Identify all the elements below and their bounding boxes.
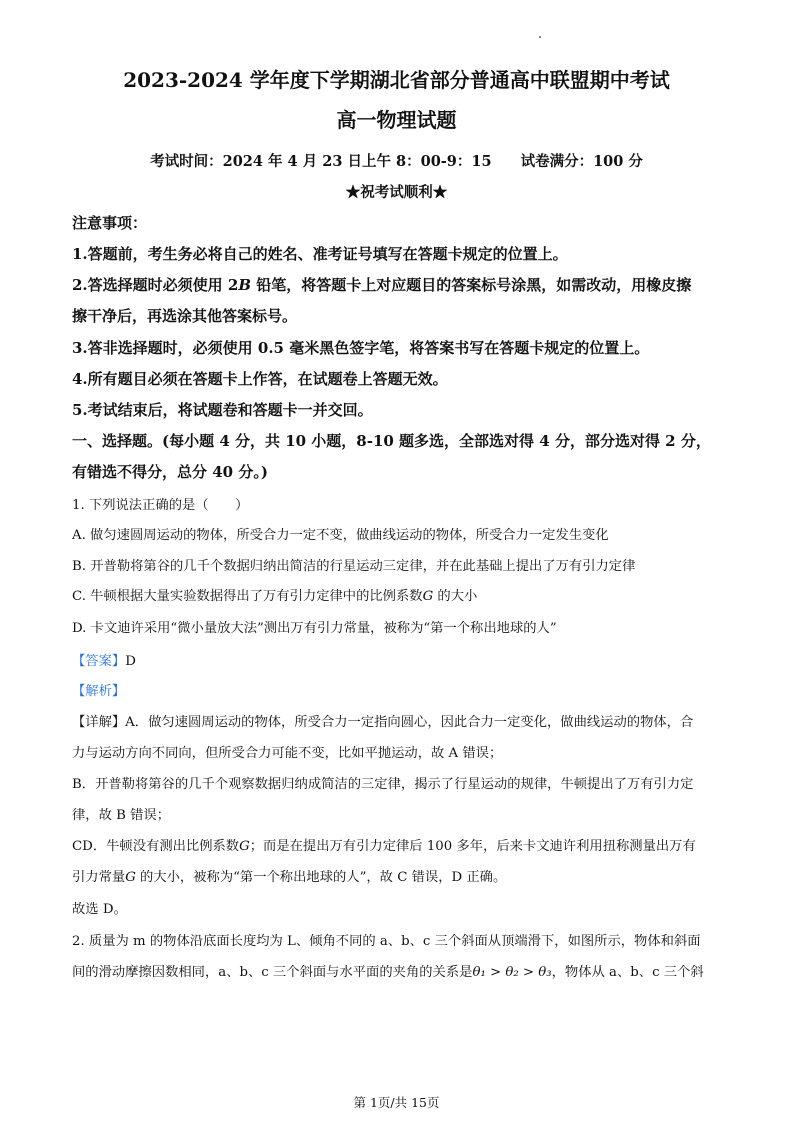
q1-detail-line-6 [72, 866, 506, 885]
q1-detail-line-4: 律，故 B 错误； [72, 808, 171, 823]
notice-item-3: 3.答非选择题时，必须使用 0.5 毫米黑色签字笔，将答案书写在答题卡规定的位置上。 [72, 339, 650, 357]
scan-dot [539, 36, 541, 38]
notice-item-1: 1.答题前，考生务必将自己的姓名、准考证号填写在答题卡规定的位置上。 [72, 245, 568, 263]
answer-tag: 【答案】 [72, 654, 126, 669]
q2-line-1: 2. 质量为 m 的物体沿底面长度均为 L、倾角不同的 a、b、c 三个斜面从顶端滑下，如图所示，物体和斜面 [72, 934, 701, 949]
q1-stem: 1. 下列说法正确的是（ ） [72, 498, 249, 513]
notice-item-2-suffix: 铅笔，将答题卡上对应题目的答案标号涂黑，如需改动，用橡皮擦 [251, 276, 692, 294]
q1-answer [72, 650, 136, 669]
q1-detail-line-6-prefix: 引力常量 [72, 870, 126, 885]
q1-option-a: A. 做匀速圆周运动的物体，所受合力一定不变，做曲线运动的物体，所受合力一定发生变化 [72, 528, 609, 543]
q1-detail-line-5 [72, 835, 696, 854]
q1-option-d: D. 卡文迪许采用“微小量放大法”测出万有引力常量，被称为“第一个称出地球的人” [72, 621, 557, 636]
q1-option-c-suffix: 的大小 [433, 589, 478, 604]
q1-detail-line-3: B．开普勒将第谷的几千个观察数据归纳成简洁的三定律，揭示了行星运动的规律，牛顿提出了万有引力定 [72, 777, 694, 792]
q1-option-c-var: G [422, 589, 434, 604]
notice-item-2 [72, 274, 691, 295]
q2-line-2 [72, 961, 704, 980]
q1-option-c-prefix: C. 牛顿根据大量实验数据得出了万有引力定律中的比例系数 [72, 589, 423, 604]
notice-item-2-prefix: 2.答选择题时必须使用 2 [72, 276, 239, 294]
q1-detail-line-1: 【详解】A．做匀速圆周运动的物体，所受合力一定指向圆心，因此合力一定变化，做曲线运动的物体，合 [72, 715, 694, 730]
q2-line-2-suffix: ，物体从 a、b、c 三个斜 [551, 965, 704, 980]
analysis-tag: 【解析】 [72, 684, 126, 699]
notice-heading: 注意事项： [72, 214, 148, 232]
notice-item-2-b: B [238, 276, 252, 294]
exam-subtitle: 高一物理试题 [336, 108, 457, 132]
q1-option-c [72, 585, 477, 604]
page-footer: 第 1页/共 15页 [353, 1095, 440, 1110]
q1-detail-line-6-suffix: 的大小，被称为“第一个称出地球的人”，故 C 错误，D 正确。 [135, 870, 507, 885]
blessing: ★祝考试顺利★ [345, 184, 448, 201]
q1-detail-line-6-var: G [125, 870, 136, 885]
q1-detail-line-2: 力与运动方向不同向，但所受合力可能不变，比如平抛运动，故 A 错误； [72, 746, 503, 761]
notice-item-5: 5.考试结束后，将试题卷和答题卡一并交回。 [72, 401, 373, 419]
exam-info: 考试时间：2024 年 4 月 23 日上午 8：00-9：15 试卷满分：100 分 [150, 153, 643, 170]
answer-value: D [125, 654, 136, 669]
q2-line-2-prefix: 间的滑动摩擦因数相同，a、b、c 三个斜面与水平面的夹角的关系是 [72, 965, 473, 980]
section-heading-cont: 有错选不得分，总分 40 分。) [72, 463, 268, 481]
q1-detail-line-5-var: G [239, 839, 250, 854]
q1-option-b: B. 开普勒将第谷的几千个数据归纳出简洁的行星运动三定律，并在此基础上提出了万有引力定律 [72, 559, 636, 574]
q1-detail-line-5-suffix: ；而是在提出万有引力定律后 100 多年，后来卡文迪许利用扭称测量出万有 [249, 839, 696, 854]
exam-title: 2023-2024 学年度下学期湖北省部分普通高中联盟期中考试 [123, 68, 670, 92]
q1-conclusion: 故选 D。 [72, 902, 127, 917]
q1-detail-line-5-prefix: CD．牛顿没有测出比例系数 [72, 839, 240, 854]
notice-item-4: 4.所有题目必须在答题卡上作答，在试题卷上答题无效。 [72, 370, 448, 388]
section-heading: 一、选择题。(每小题 4 分，共 10 小题，8-10 题多选，全部选对得 4 分，部分选对得 2 分， [72, 432, 711, 450]
notice-item-2-cont: 擦干净后，再选涂其他答案标号。 [72, 307, 298, 325]
q2-angle-relation: θ₁ > θ₂ > θ₃ [472, 965, 552, 980]
